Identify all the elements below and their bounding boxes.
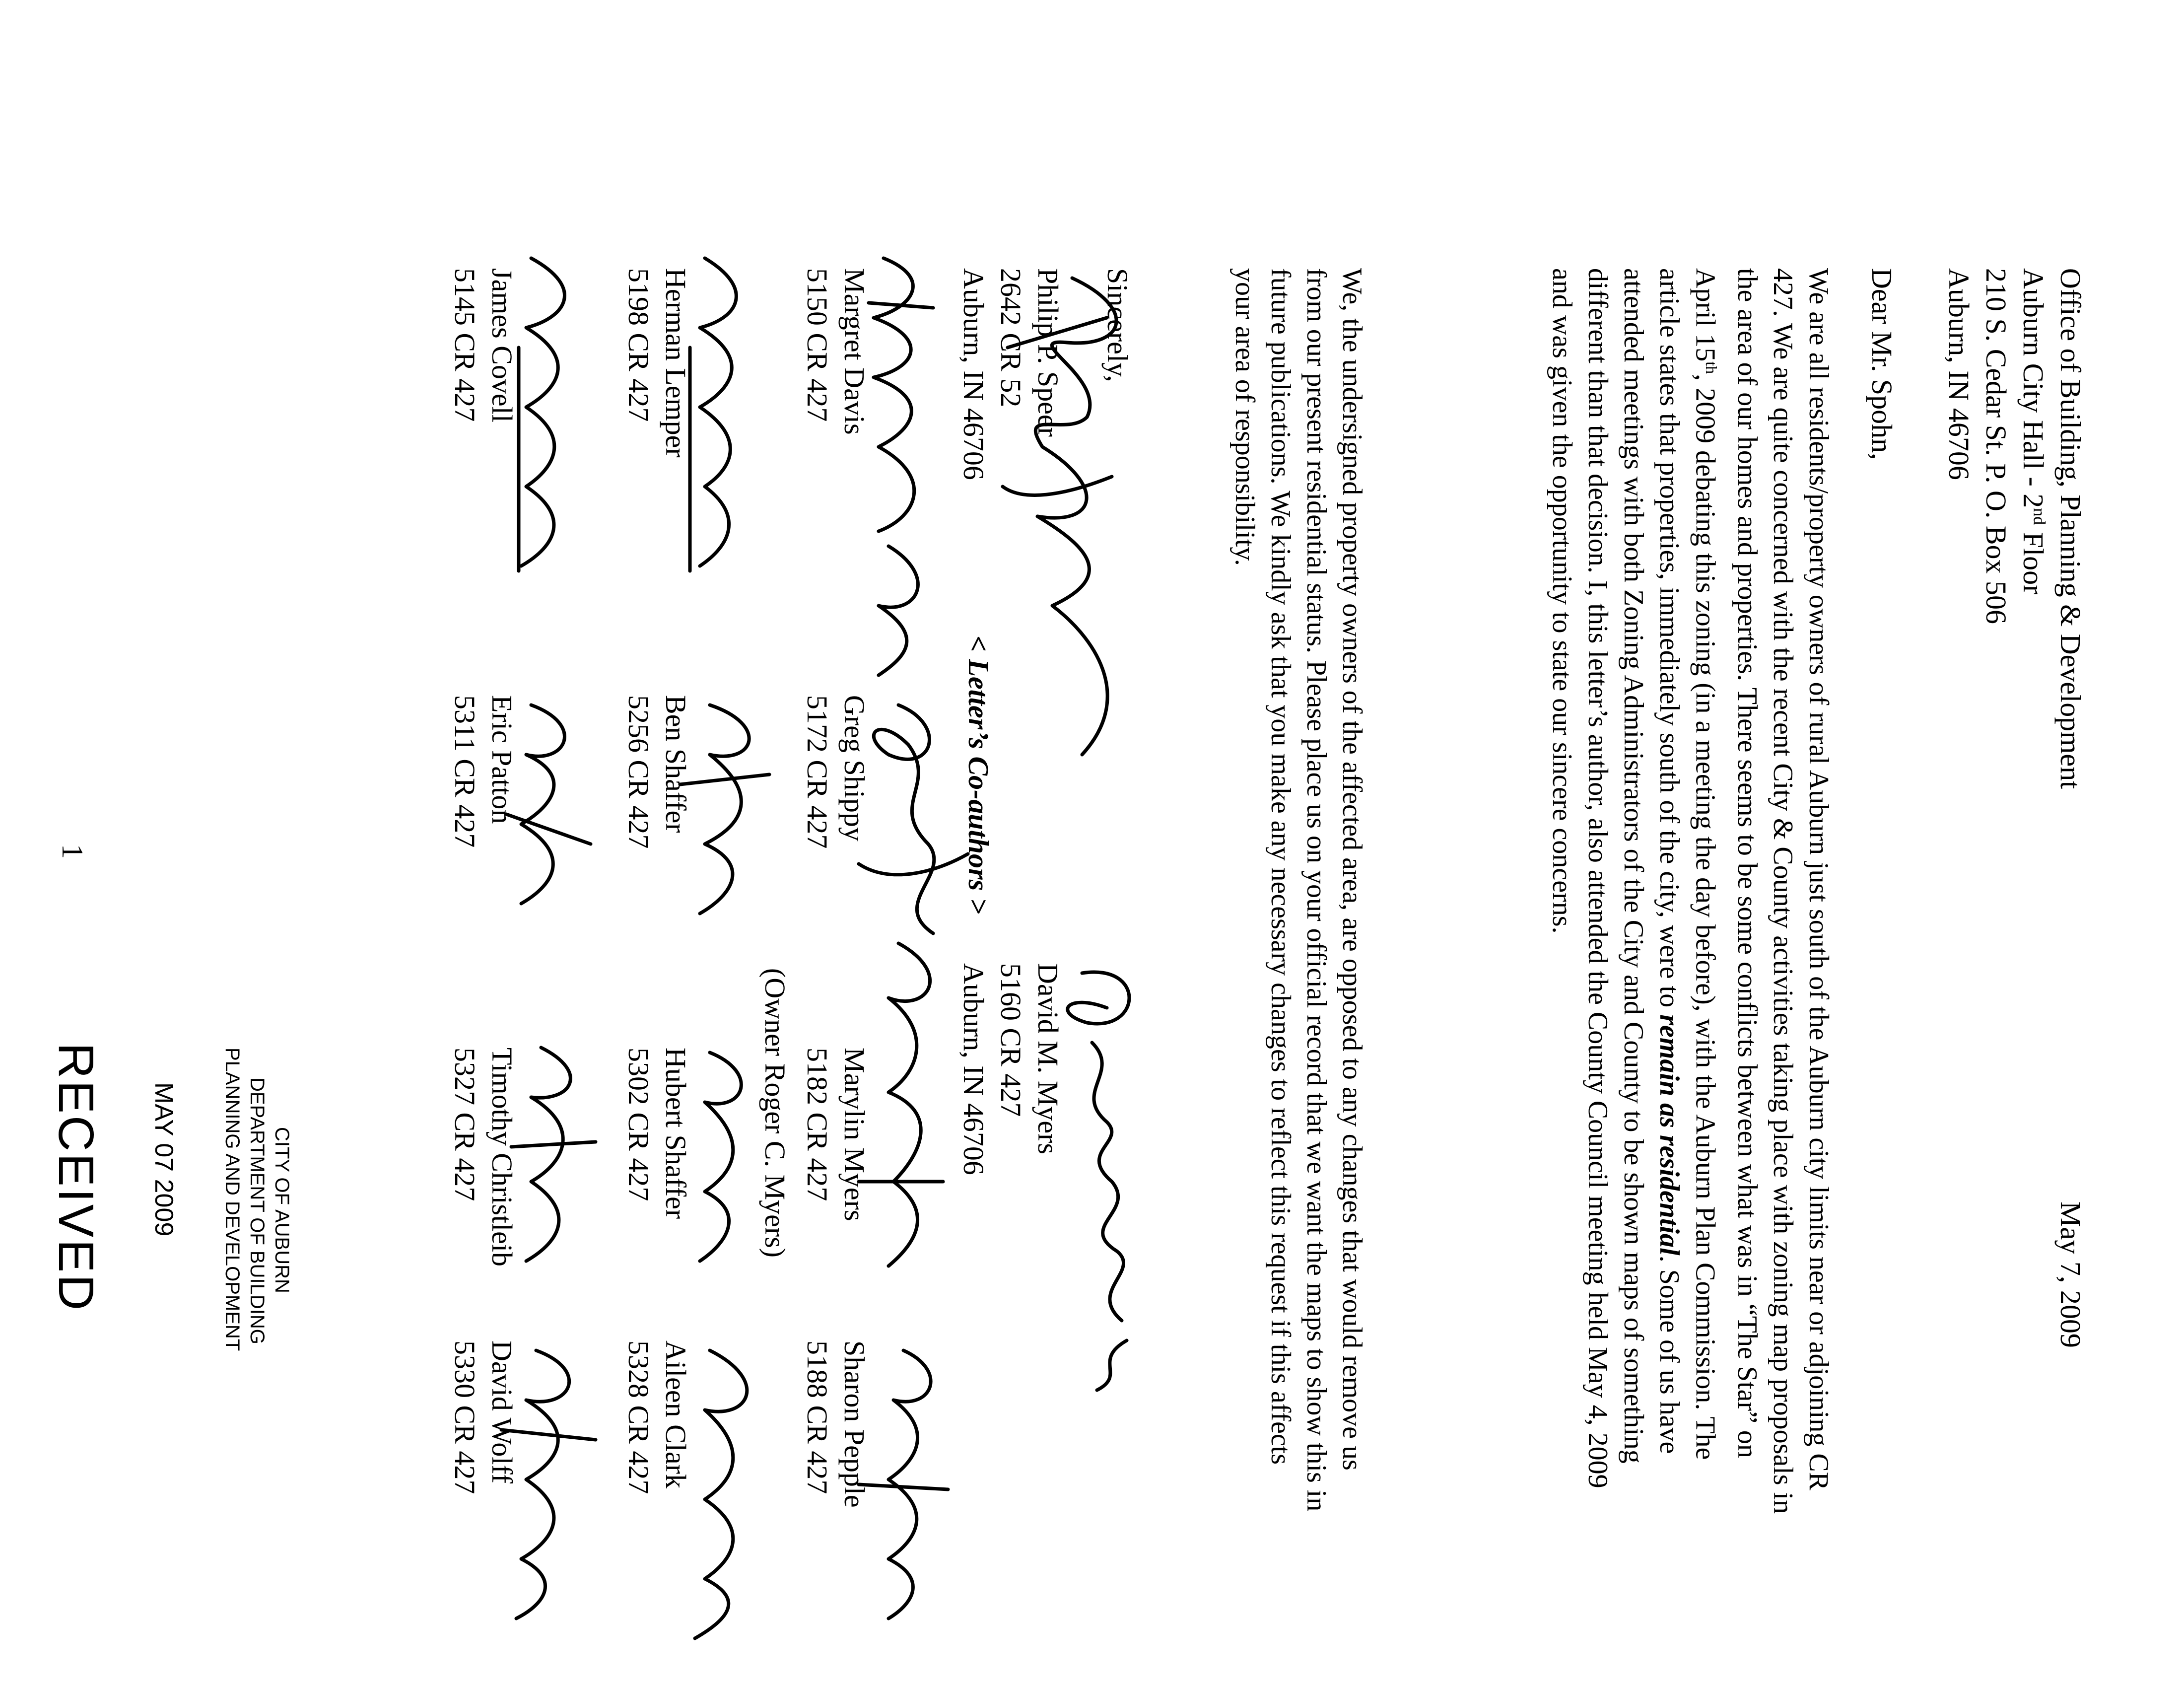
david-myers-name: David M. Myers: [1032, 963, 1064, 1155]
coauthor-name: David Wolff: [486, 1340, 518, 1483]
author-name: Philip P. Speer: [1032, 268, 1064, 437]
coauthor-name: Eric Patton: [486, 695, 518, 824]
coauthor-name: Aileen Clark: [660, 1340, 692, 1488]
coauthor-address: 5145 CR 427: [449, 268, 481, 422]
owner-note: (Owner Roger C. Myers): [759, 968, 791, 1258]
recipient-line2: Auburn City Hall - 2nd Floor: [2017, 268, 2049, 595]
paragraph-2: We, the undersigned property owners of the affected area, are opposed to any changes that would remove us from our present residential status. Please place us on your official record that we want the maps to show this in future publications. We kindly ask that you make any necessary changes to reflect this request if this affects your area of responsibility.: [1229, 268, 1367, 1512]
salutation: Dear Mr. Spohn,: [1866, 268, 1898, 460]
stamp-date: MAY 07 2009: [149, 1082, 178, 1237]
author-address: 2642 CR 52: [995, 268, 1027, 408]
signature-herman-lemper: [690, 258, 736, 571]
stamp-org-line2: DEPARTMENT OF BUILDING: [246, 1077, 268, 1344]
coauthor-address: 5327 CR 427: [449, 1048, 481, 1201]
paragraph-1: We are all residents/property owners of rural Auburn just south of the Auburn city limits near or adjoining CR 427. We are quite concerned with the recent City & County activities taking place with zoning map proposals in the area of our homes and properties. There seems to be some conflicts between what was in “The Star” on April 15th, 2009 debating this zoning (in a meeting the day before), with the Auburn Plan Commission. The article states that properties, immediately south of the city, were to remain as residential. Some of us have attended meetings with both Zoning Administrators of the City and County to be shown maps of something different than that decision. I, this letter’s author, also attended the County Council meeting held May 4, 2009 and was given the opportunity to state our sincere concerns.: [1547, 268, 1834, 1514]
coauthor-address: 5188 CR 427: [801, 1340, 833, 1494]
coauthor-address: 5198 CR 427: [622, 268, 655, 422]
signature-sharon-pepple: [859, 1350, 948, 1618]
signature-ben-shaffer: [680, 705, 769, 914]
signature-greg-shippy: [859, 705, 968, 933]
author-city: Auburn, IN 46706: [957, 268, 990, 480]
coauthor-address: 5330 CR 427: [449, 1340, 481, 1494]
coauthor-address: 5182 CR 427: [801, 1048, 833, 1201]
recipient-line1: Office of Building, Planning & Development: [2054, 268, 2087, 789]
coauthor-name: Marylin Myers: [838, 1048, 871, 1221]
stamp-org-line1: CITY OF AUBURN: [271, 1127, 293, 1293]
coauthor-name: Greg Shippy: [838, 695, 871, 842]
page-number: 1: [56, 844, 89, 859]
coauthors-heading: < Letter’s Co-authors >: [962, 635, 995, 914]
coauthor-name: James Covell: [486, 268, 518, 422]
coauthor-name: Hubert Shaffer: [660, 1048, 692, 1219]
coauthor-address: 5302 CR 427: [622, 1048, 655, 1201]
signature-timothy-christleib: [511, 1048, 596, 1261]
coauthor-address: 5328 CR 427: [622, 1340, 655, 1494]
signature-hubert-shaffer: [700, 1053, 741, 1261]
signature-margret-davis: [869, 258, 933, 675]
stamp-org-line3: PLANNING AND DEVELOPMENT: [221, 1048, 243, 1351]
coauthor-address: 5311 CR 427: [449, 695, 481, 848]
stamp-received: RECEIVED: [48, 1043, 104, 1313]
letter-date: May 7, 2009: [2054, 1201, 2087, 1348]
signature-philip-speer: [1003, 278, 1116, 755]
signature-david-wolff: [501, 1350, 596, 1618]
coauthor-name: Ben Shaffer: [660, 695, 692, 833]
david-myers-address: 5160 CR 427: [995, 963, 1027, 1117]
signature-david-myers: [1068, 972, 1129, 1390]
coauthor-name: Herman Lemper: [660, 268, 692, 458]
signature-james-covell: [519, 258, 564, 571]
recipient-line3: 210 S. Cedar St. P. O. Box 506: [1980, 268, 2012, 625]
signature-aileen-clark: [695, 1350, 747, 1638]
coauthor-address: 5172 CR 427: [801, 695, 833, 849]
closing: Sincerely,: [1101, 268, 1134, 382]
david-myers-city: Auburn, IN 46706: [957, 963, 990, 1175]
signature-eric-patton: [506, 705, 591, 904]
coauthor-address: 5256 CR 427: [622, 695, 655, 849]
coauthor-address: 5150 CR 427: [801, 268, 833, 422]
coauthor-name: Margret Davis: [838, 268, 871, 435]
coauthor-name: Timothy Christleib: [486, 1048, 518, 1267]
coauthor-name: Sharon Pepple: [838, 1340, 871, 1508]
signature-roger-myers: [859, 943, 943, 1266]
recipient-line4: Auburn, IN 46706: [1943, 268, 1975, 480]
